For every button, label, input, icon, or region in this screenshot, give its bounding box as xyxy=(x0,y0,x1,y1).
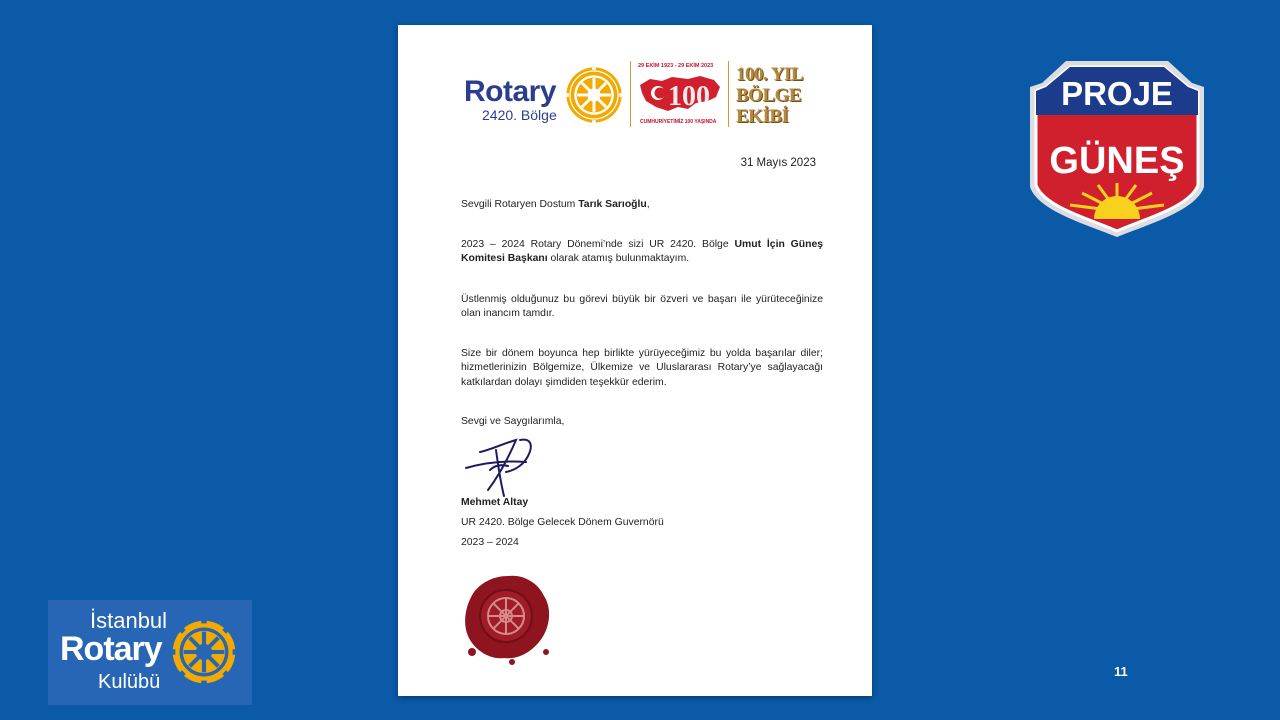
turkey-map-100-emblem xyxy=(638,71,722,117)
letterhead xyxy=(398,25,872,135)
team-title-line3: EKİBİ xyxy=(736,106,789,127)
paragraph-confidence: Üstlenmiş olduğunuz bu görevi büyük bir özveri ve başarı ile yürüteceğinize olan inancım tamdır. xyxy=(461,294,823,320)
paragraph-appointment-b: olarak atamış bulunmaktayım. xyxy=(547,253,690,265)
paragraph-appointment-a: 2023 – 2024 Rotary Dönemi’nde sizi UR 2420. Bölge xyxy=(461,239,735,250)
club-logo-club: Kulübü xyxy=(98,671,161,693)
club-logo-brand: Rotary xyxy=(60,630,162,668)
letter-page xyxy=(398,25,872,696)
club-logo-city: İstanbul xyxy=(90,608,168,633)
committee-title: Umut İçin Güneş Komitesi Başkanı xyxy=(461,239,824,265)
paragraph-appointment xyxy=(461,238,823,267)
team-title-line2: BÖLGE xyxy=(736,85,802,106)
paragraph-thanks: Size bir dönem boyunca hep birlikte yürüyeceğimiz bu yolda başarılar diler; hizmetlerinizin Bölgemize, Ülkemize ve Uluslararası Rotary’ye sağlayacağı katkılardan dolayı şimdiden teşekkür ederim. xyxy=(461,348,823,388)
team-title-line1: 100. YIL xyxy=(736,64,804,85)
greeting-suffix: , xyxy=(646,199,650,210)
istanbul-rotary-club-logo xyxy=(48,600,252,705)
badge-line1: PROJE xyxy=(1061,75,1173,112)
rotary-wheel-icon xyxy=(170,618,238,686)
wax-seal-icon xyxy=(460,570,556,666)
signer-term: 2023 – 2024 xyxy=(461,537,519,548)
letter-date: 31 Mayıs 2023 xyxy=(740,157,816,169)
signer-title: UR 2420. Bölge Gelecek Dönem Guvernörü xyxy=(461,517,664,528)
rotary-wordmark: Rotary xyxy=(464,75,557,108)
greeting-prefix: Sevgili Rotaryen Dostum xyxy=(461,199,579,210)
proje-gunes-badge xyxy=(1028,57,1206,239)
closing: Sevgi ve Saygılarımla, xyxy=(461,416,565,427)
svg-text:100: 100 xyxy=(668,81,710,112)
letterhead-divider xyxy=(630,61,631,127)
letterhead-divider xyxy=(728,61,729,127)
slide-number: 11 xyxy=(1114,664,1128,679)
handwritten-signature xyxy=(460,430,550,500)
recipient-name: Tarık Sarıoğlu xyxy=(578,199,647,210)
badge-line2: GÜNEŞ xyxy=(1049,140,1185,182)
rotary-wheel-icon xyxy=(564,65,624,125)
rotary-district-label: 2420. Bölge xyxy=(482,107,557,123)
greeting xyxy=(461,198,823,212)
signer-name: Mehmet Altay xyxy=(461,497,529,508)
anniversary-caption: CUMHURİYETİMİZ 100 YAŞINDA xyxy=(640,119,717,125)
anniversary-dates: 29 EKİM 1923 - 29 EKİM 2023 xyxy=(638,63,714,69)
